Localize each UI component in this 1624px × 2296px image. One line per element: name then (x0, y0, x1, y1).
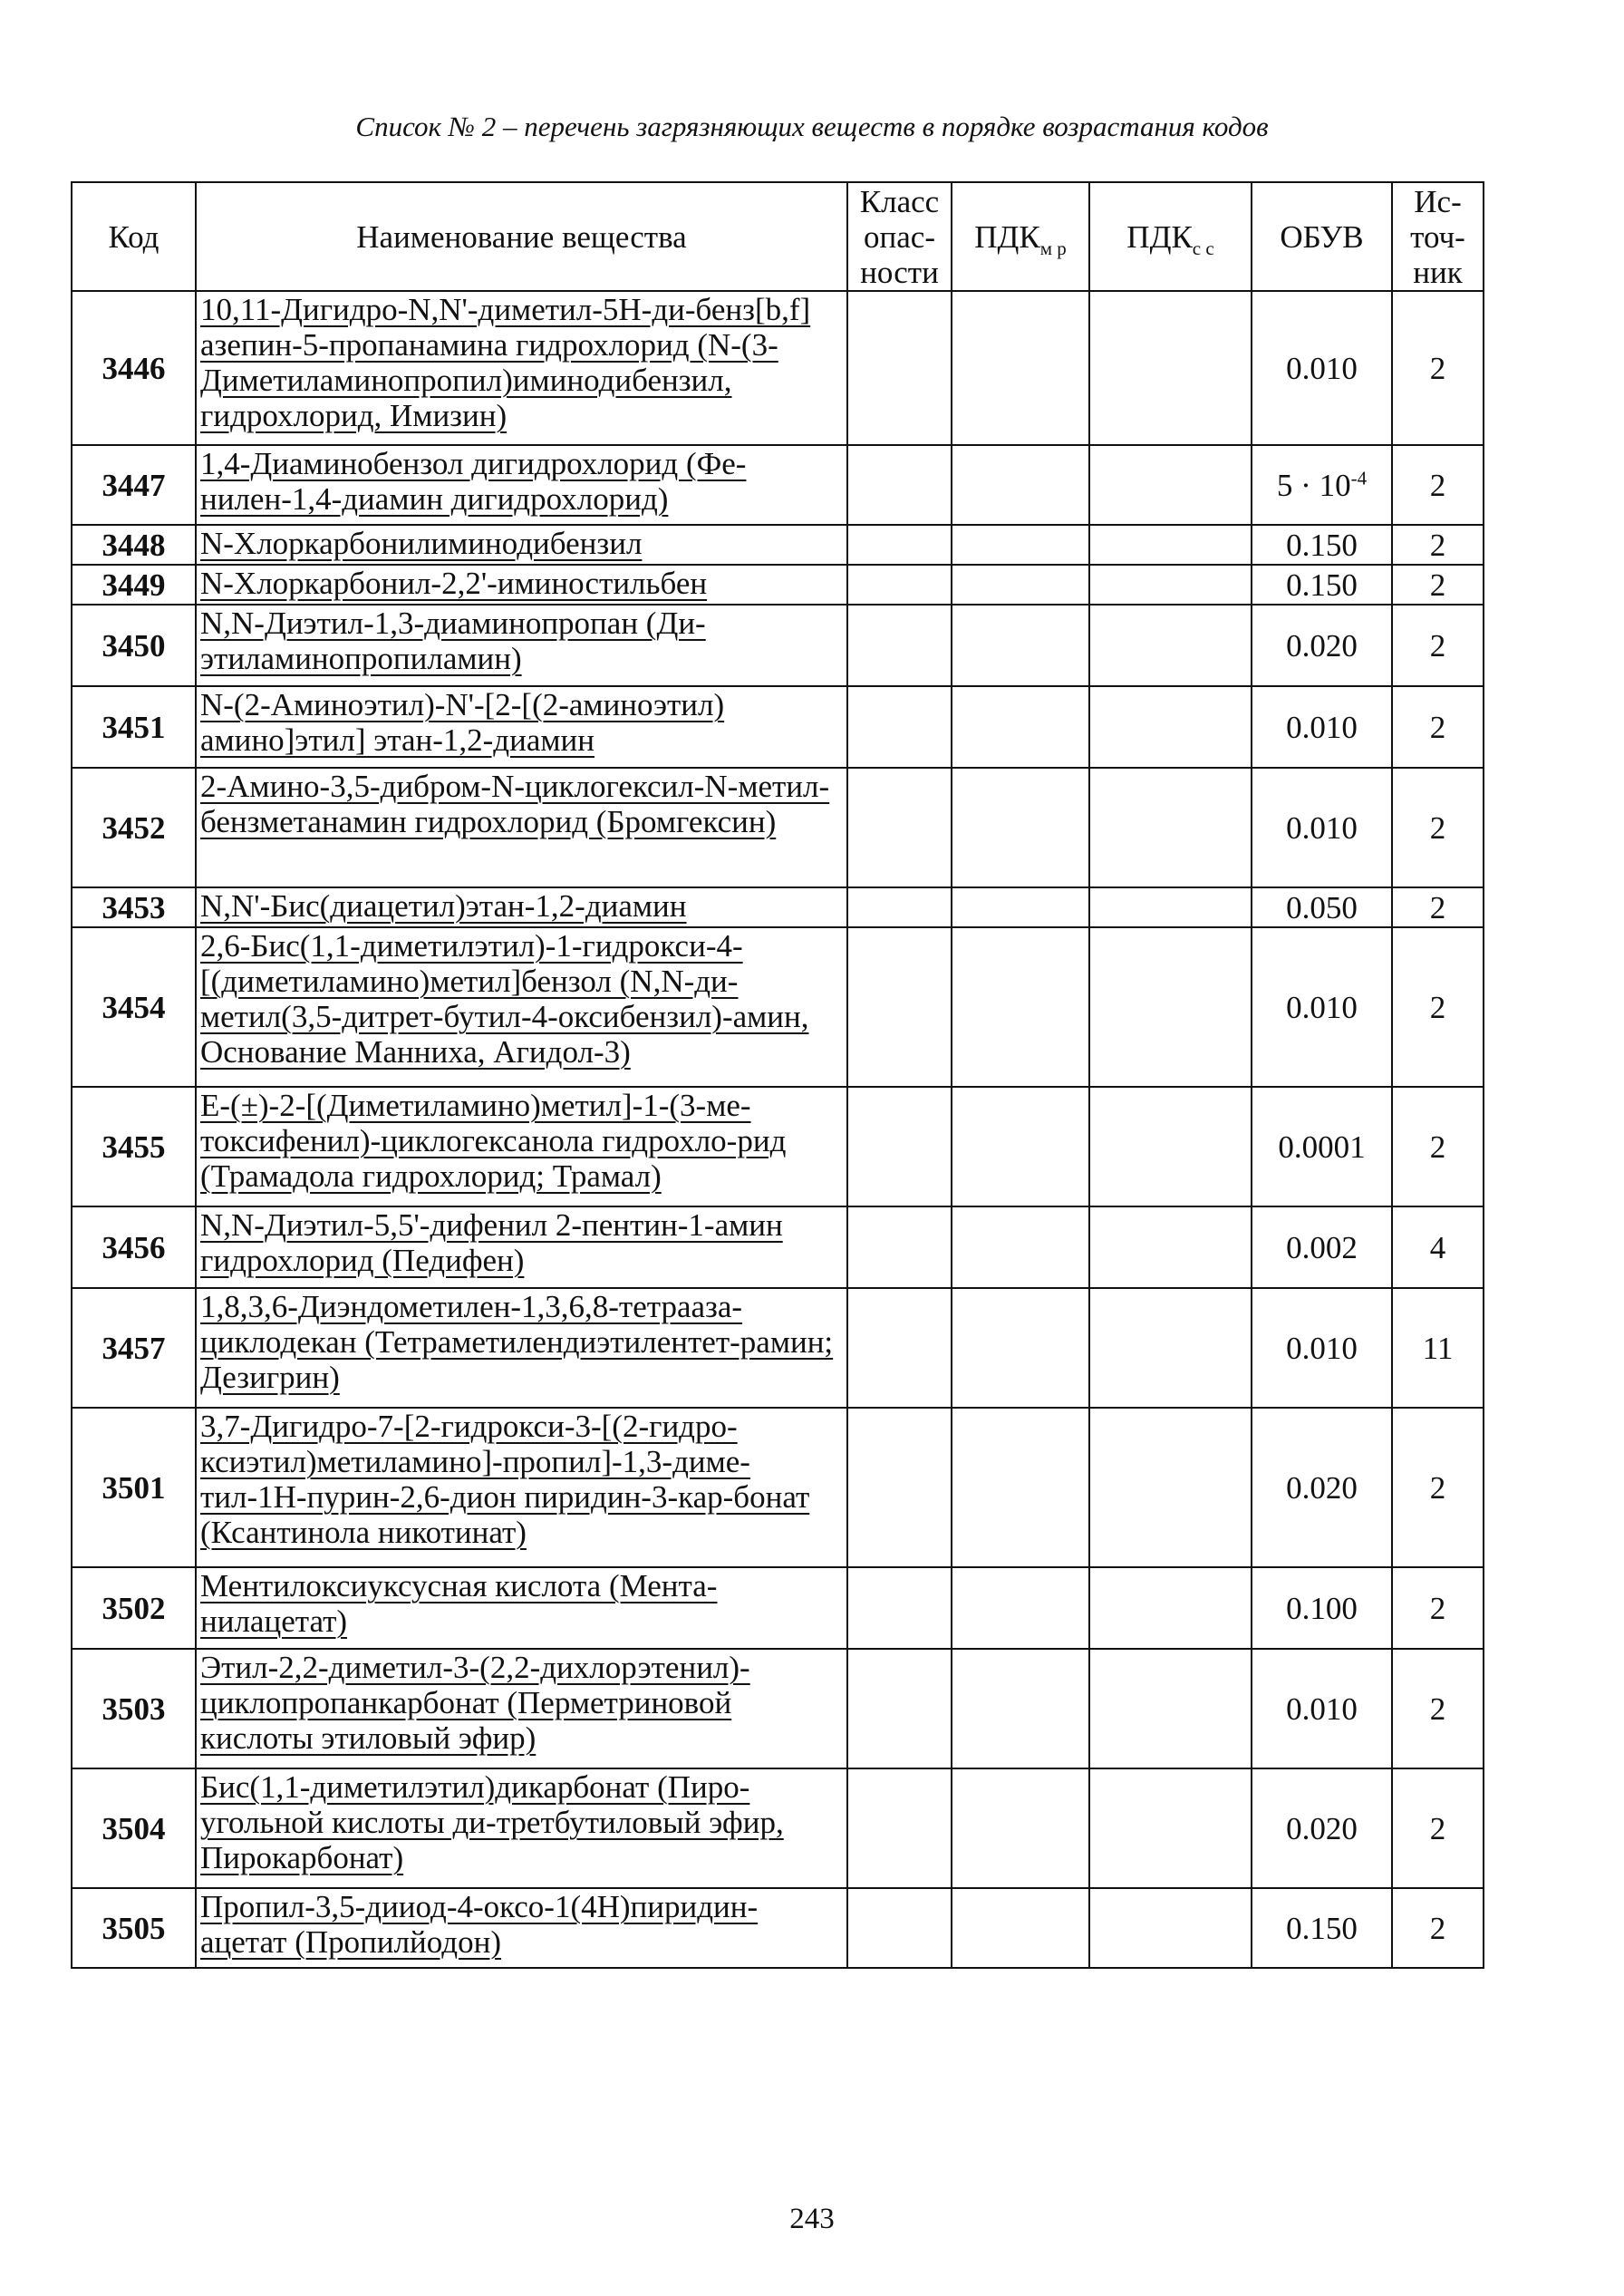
pdk-ss-cell (1089, 1888, 1252, 1968)
source-cell: 2 (1392, 1888, 1484, 1968)
header-obuv: ОБУВ (1252, 182, 1392, 291)
obuv-cell: 0.010 (1252, 686, 1392, 768)
pdk-ss-cell (1089, 887, 1252, 927)
code-cell: 3450 (72, 605, 196, 686)
pdk-ss-cell (1089, 768, 1252, 887)
substance-name: 2,6-Бис(1,1-диметилэтил)-1-гидрокси-4-[(диметиламино)метил]бензол (N,N-ди-метил(3,5-дитрет-бутил-4-оксибензил)-амин, Основание Манниха, Агидол-3) (200, 928, 809, 1070)
substance-name: 3,7-Дигидро-7-[2-гидрокси-3-[(2-гидро-ксиэтил)метиламино]-пропил]-1,3-диме-тил-1Н-пурин-2,6-дион пиридин-3-кар-бонат (Ксантинола никотинат) (200, 1409, 810, 1550)
hazard-class-cell (847, 1408, 952, 1567)
table-row (72, 768, 1484, 887)
pdk-ss-cell (1089, 1649, 1252, 1768)
name-cell (196, 927, 847, 1087)
substance-name: Бис(1,1-диметилэтил)дикарбонат (Пиро-угольной кислоты ди-третбутиловый эфир, Пирокарбонат) (200, 1769, 784, 1875)
pdk-ss-cell (1089, 605, 1252, 686)
source-cell: 2 (1392, 927, 1484, 1087)
hazard-class-cell (847, 686, 952, 768)
substances-table (71, 181, 1484, 1969)
name-cell (196, 525, 847, 565)
name-cell (196, 1649, 847, 1768)
name-cell (196, 887, 847, 927)
code-cell: 3446 (72, 291, 196, 445)
code-cell: 3501 (72, 1408, 196, 1567)
table-row (72, 565, 1484, 605)
pdk-mr-cell (952, 1888, 1089, 1968)
obuv-cell: 0.010 (1252, 291, 1392, 445)
obuv-cell: 0.010 (1252, 1649, 1392, 1768)
obuv-cell: 0.100 (1252, 1567, 1392, 1649)
table-row (72, 1087, 1484, 1206)
substance-name: N-(2-Аминоэтил)-N'-[2-[(2-аминоэтил) амино]этил] этан-1,2-диамин (200, 687, 725, 758)
source-cell: 2 (1392, 525, 1484, 565)
hazard-class-cell (847, 565, 952, 605)
pdk-ss-cell (1089, 1567, 1252, 1649)
table-row (72, 1649, 1484, 1768)
pdk-mr-cell (952, 291, 1089, 445)
table-row (72, 525, 1484, 565)
hazard-class-cell (847, 291, 952, 445)
table-row (72, 605, 1484, 686)
name-cell (196, 1768, 847, 1888)
obuv-cell: 0.050 (1252, 887, 1392, 927)
name-cell (196, 1206, 847, 1288)
obuv-cell: 0.020 (1252, 1768, 1392, 1888)
substance-name: 2-Амино-3,5-дибром-N-циклогексил-N-метил-бензметанамин гидрохлорид (Бромгексин) (200, 769, 830, 839)
hazard-class-cell (847, 1888, 952, 1968)
code-cell: 3453 (72, 887, 196, 927)
page-title: Список № 2 – перечень загрязняющих веществ в порядке возрастания кодов (355, 111, 1269, 142)
substance-name: N,N-Диэтил-1,3-диаминопропан (Ди-этиламинопропиламин) (200, 605, 706, 676)
code-cell: 3503 (72, 1649, 196, 1768)
code-cell: 3456 (72, 1206, 196, 1288)
table-row (72, 887, 1484, 927)
code-cell: 3502 (72, 1567, 196, 1649)
substance-name: Ментилоксиуксусная кислота (Мента-нилацетат) (200, 1568, 718, 1639)
obuv-cell: $5 \cdot 10^{-4}$ (1252, 445, 1392, 525)
source-cell: 2 (1392, 1567, 1484, 1649)
table-row (72, 445, 1484, 525)
code-cell: 3451 (72, 686, 196, 768)
pdk-ss-cell (1089, 1408, 1252, 1567)
pdk-ss-cell (1089, 1087, 1252, 1206)
pdk-mr-cell (952, 1768, 1089, 1888)
header-name: Наименование вещества (196, 182, 847, 291)
code-cell: 3449 (72, 565, 196, 605)
code-cell: 3454 (72, 927, 196, 1087)
name-cell (196, 1288, 847, 1408)
code-cell: 3447 (72, 445, 196, 525)
pdk-ss-cell (1089, 525, 1252, 565)
pdk-mr-cell (952, 1288, 1089, 1408)
hazard-class-cell (847, 1567, 952, 1649)
pdk-ss-cell (1089, 565, 1252, 605)
source-cell: 2 (1392, 1649, 1484, 1768)
source-cell: 2 (1392, 1087, 1484, 1206)
source-cell: 2 (1392, 605, 1484, 686)
source-cell: 2 (1392, 1408, 1484, 1567)
code-cell: 3455 (72, 1087, 196, 1206)
substance-name: N-Хлоркарбонилиминодибензил (200, 526, 643, 561)
obuv-cell: 0.002 (1252, 1206, 1392, 1288)
name-cell (196, 605, 847, 686)
name-cell (196, 1888, 847, 1968)
pdk-mr-cell (952, 1087, 1089, 1206)
hazard-class-cell (847, 1206, 952, 1288)
substance-name: N,N-Диэтил-5,5'-дифенил 2-пентин-1-амин гидрохлорид (Педифен) (200, 1207, 783, 1278)
code-cell: 3452 (72, 768, 196, 887)
name-cell (196, 1567, 847, 1649)
hazard-class-cell (847, 768, 952, 887)
name-cell (196, 291, 847, 445)
pdk-ss-cell (1089, 686, 1252, 768)
header-source: Ис- точ- ник (1392, 182, 1484, 291)
source-cell: 2 (1392, 686, 1484, 768)
pdk-mr-cell (952, 565, 1089, 605)
substance-name: Пропил-3,5-дииод-4-оксо-1(4Н)пиридин-ацетат (Пропилйодон) (200, 1889, 759, 1960)
obuv-cell: 0.020 (1252, 1408, 1392, 1567)
hazard-class-cell (847, 1768, 952, 1888)
name-cell (196, 768, 847, 887)
obuv-cell: 0.150 (1252, 565, 1392, 605)
hazard-class-cell (847, 445, 952, 525)
source-cell: 2 (1392, 445, 1484, 525)
table-row (72, 686, 1484, 768)
source-cell: 2 (1392, 291, 1484, 445)
hazard-class-cell (847, 525, 952, 565)
header-row (72, 182, 1484, 291)
code-cell: 3505 (72, 1888, 196, 1968)
source-cell: 2 (1392, 1768, 1484, 1888)
table-row (72, 1408, 1484, 1567)
hazard-class-cell (847, 1649, 952, 1768)
pdk-mr-cell (952, 927, 1089, 1087)
pdk-mr-cell (952, 1649, 1089, 1768)
pdk-mr-cell (952, 1206, 1089, 1288)
pdk-mr-cell (952, 768, 1089, 887)
source-cell: 2 (1392, 768, 1484, 887)
hazard-class-cell (847, 1288, 952, 1408)
substance-name: N,N'-Бис(диацетил)этан-1,2-диамин (200, 888, 687, 924)
name-cell (196, 1087, 847, 1206)
obuv-cell: 0.010 (1252, 1288, 1392, 1408)
substance-name: N-Хлоркарбонил-2,2'-иминостильбен (200, 566, 708, 601)
pdk-mr-cell (952, 445, 1089, 525)
pdk-ss-cell (1089, 927, 1252, 1087)
table-row (72, 1567, 1484, 1649)
substance-name: Этил-2,2-диметил-3-(2,2-дихлорэтенил)-циклопропанкарбонат (Перметриновой кислоты этиловый эфир) (200, 1650, 750, 1756)
code-cell: 3457 (72, 1288, 196, 1408)
pdk-ss-cell (1089, 291, 1252, 445)
substance-name: Е-(±)-2-[(Диметиламино)метил]-1-(3-ме-токсифенил)-циклогексанола гидрохло-рид (Трамадола гидрохлорид; Трамал) (200, 1088, 787, 1194)
name-cell (196, 565, 847, 605)
source-cell: 2 (1392, 887, 1484, 927)
hazard-class-cell (847, 1087, 952, 1206)
pdk-ss-cell (1089, 1206, 1252, 1288)
table-row (72, 1768, 1484, 1888)
obuv-cell: 0.150 (1252, 1888, 1392, 1968)
obuv-cell: 0.010 (1252, 927, 1392, 1087)
name-cell (196, 686, 847, 768)
pdk-ss-cell (1089, 1288, 1252, 1408)
pdk-mr-cell (952, 887, 1089, 927)
source-cell: 2 (1392, 565, 1484, 605)
pdk-mr-cell (952, 605, 1089, 686)
pdk-mr-cell (952, 1408, 1089, 1567)
name-cell (196, 1408, 847, 1567)
table-row (72, 1288, 1484, 1408)
header-pdk-ss: $ПДК_{с с}$ (1089, 182, 1252, 291)
hazard-class-cell (847, 605, 952, 686)
code-cell: 3504 (72, 1768, 196, 1888)
header-code: Код (72, 182, 196, 291)
hazard-class-cell (847, 927, 952, 1087)
pdk-ss-cell (1089, 445, 1252, 525)
table-row (72, 1888, 1484, 1968)
substance-name: 1,4-Диаминобензол дигидрохлорид (Фе-нилен-1,4-диамин дигидрохлорид) (200, 446, 747, 517)
obuv-cell: 0.020 (1252, 605, 1392, 686)
header-pdk-mr: $ПДК_{м р}$ (952, 182, 1089, 291)
table-row (72, 1206, 1484, 1288)
name-cell (196, 445, 847, 525)
header-hazard-class: Класс опас- ности (847, 182, 952, 291)
obuv-cell: 0.010 (1252, 768, 1392, 887)
source-cell: 11 (1392, 1288, 1484, 1408)
substance-name: 1,8,3,6-Диэндометилен-1,3,6,8-тетрааза-циклодекан (Тетраметилендиэтилентет-рамин; Дезигрин) (200, 1289, 834, 1395)
substance-name: 10,11-Дигидро-N,N'-диметил-5Н-ди-бенз[b,f] азепин-5-пропанамина гидрохлорид (N-(3-Диметиламинопропил)иминодибензил, гидрохлорид, Имизин) (200, 292, 811, 433)
source-cell: 4 (1392, 1206, 1484, 1288)
pdk-mr-cell (952, 525, 1089, 565)
obuv-cell: 0.0001 (1252, 1087, 1392, 1206)
code-cell: 3448 (72, 525, 196, 565)
table-row (72, 291, 1484, 445)
pdk-mr-cell (952, 1567, 1089, 1649)
table-row (72, 927, 1484, 1087)
page-number: 243 (789, 2203, 835, 2235)
pdk-mr-cell (952, 686, 1089, 768)
obuv-cell: 0.150 (1252, 525, 1392, 565)
pdk-ss-cell (1089, 1768, 1252, 1888)
hazard-class-cell (847, 887, 952, 927)
